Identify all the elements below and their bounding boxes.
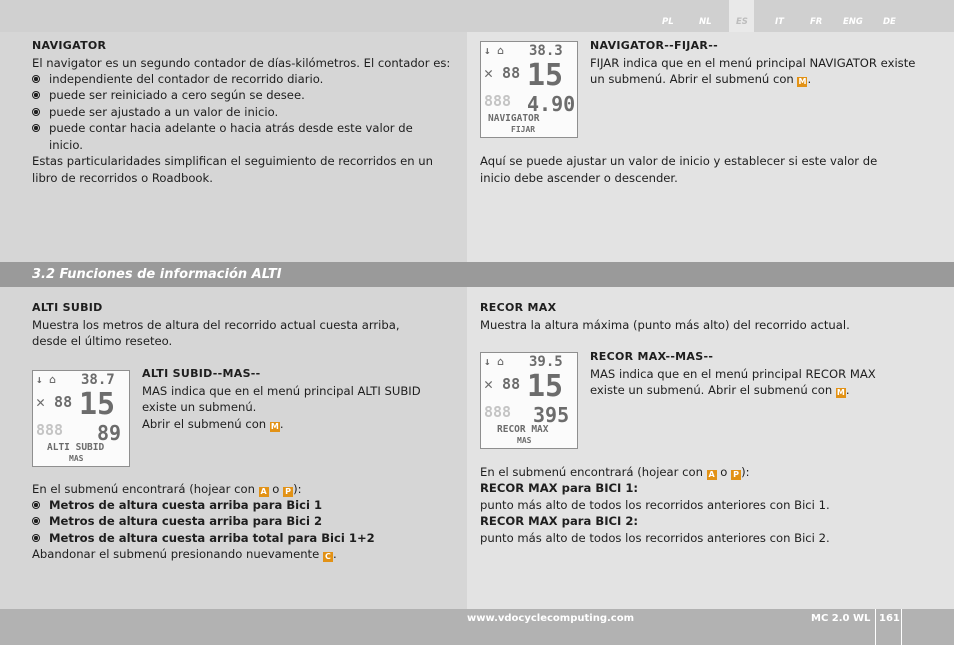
bullet-icon xyxy=(32,501,40,509)
recor-max-bike2-text: punto más alto de todos los recorridos anteriores con Bici 2. xyxy=(480,531,830,545)
recor-max-heading: RECOR MAX xyxy=(480,301,557,314)
recor-max-bike1-text: punto más alto de todos los recorridos anteriores con Bici 1. xyxy=(480,498,830,512)
bullet-icon xyxy=(32,91,40,99)
recor-max-bike2-label: RECOR MAX para BICI 2: xyxy=(480,514,639,528)
bullet-icon xyxy=(32,517,40,525)
device-display-navigator: ↓ ⌂ 38.3 ✕ 88 15 888 4.90 NAVIGATOR FIJAR xyxy=(480,41,578,138)
fijar-heading: NAVIGATOR--FIJAR-- xyxy=(590,39,718,52)
alti-subid-bullet-1: Metros de altura cuesta arriba para Bici 1 xyxy=(49,498,323,512)
footer-divider xyxy=(901,609,902,645)
m-key-icon: M xyxy=(270,422,279,431)
bullet-icon xyxy=(32,75,40,83)
fijar-line-2: un submenú. Abrir el submenú con M. xyxy=(590,72,812,86)
section-title: 3.2 Funciones de información ALTI xyxy=(32,267,282,282)
recor-max-desc: Muestra la altura máxima (punto más alto) del recorrido actual. xyxy=(480,318,850,332)
alti-subid-bullet-3: Metros de altura cuesta arriba total para Bici 1+2 xyxy=(49,531,375,545)
navigator-bullet-4-cont: inicio. xyxy=(49,138,83,152)
fijar-para-1: Aquí se puede ajustar un valor de inicio y establecer si este valor de xyxy=(480,154,878,168)
lang-tab-it[interactable]: IT xyxy=(775,17,784,27)
recor-max-mas-2: existe un submenú. Abrir el submenú con M. xyxy=(590,383,850,397)
alti-subid-heading: ALTI SUBID xyxy=(32,301,103,314)
navigator-bullet-2: puede ser reiniciado a cero según se desee. xyxy=(49,88,305,102)
recor-max-mas-1: MAS indica que en el menú principal RECOR MAX xyxy=(590,367,876,381)
alti-subid-exit: Abandonar el submenú presionando nuevamente C . xyxy=(32,547,337,561)
fijar-para-2: inicio debe ascender o descender. xyxy=(480,171,678,185)
alti-subid-desc-2: desde el último reseteo. xyxy=(32,334,173,348)
footer-model: MC 2.0 WL xyxy=(811,613,871,624)
alti-subid-mas-heading: ALTI SUBID--MAS-- xyxy=(142,367,261,380)
alti-subid-mas-3: Abrir el submenú con M. xyxy=(142,417,284,431)
p-key-icon: P xyxy=(283,487,293,497)
a-key-icon: A xyxy=(260,487,267,496)
alti-subid-desc-1: Muestra los metros de altura del recorrido actual cuesta arriba, xyxy=(32,318,400,332)
navigator-intro: El navigator es un segundo contador de días-kilómetros. El contador es: xyxy=(32,56,451,70)
navigator-outro-2: libro de recorridos o Roadbook. xyxy=(32,171,213,185)
navigator-bullet-3: puede ser ajustado a un valor de inicio. xyxy=(49,105,279,119)
lang-tab-de[interactable]: DE xyxy=(883,17,896,27)
c-key-icon: C xyxy=(323,552,333,562)
device-display-recor-max: ↓ ⌂ 39.5 ✕ 88 15 888 395 RECOR MAX MAS xyxy=(480,352,578,449)
lang-tab-eng[interactable]: ENG xyxy=(843,17,863,27)
alti-subid-bullet-2: Metros de altura cuesta arriba para Bici 2 xyxy=(49,514,323,528)
p-key-icon: P xyxy=(731,470,741,480)
device-display-alti-subid: ↓ ⌂ 38.7 ✕ 88 15 888 89 ALTI SUBID MAS xyxy=(32,370,130,467)
language-bar xyxy=(0,0,954,32)
m-key-icon: M xyxy=(798,77,807,86)
footer-url[interactable]: www.vdocyclecomputing.com xyxy=(467,613,635,624)
fijar-line-1: FIJAR indica que en el menú principal NAVIGATOR existe xyxy=(590,56,916,70)
lang-tab-pl[interactable]: PL xyxy=(662,17,674,27)
navigator-bullet-1: independiente del contador de recorrido diario. xyxy=(49,72,324,86)
recor-max-bike1-label: RECOR MAX para BICI 1: xyxy=(480,481,639,495)
alti-subid-scroll: En el submenú encontrará (hojear con A o P ): xyxy=(32,482,302,496)
active-language-tab-bg xyxy=(729,0,754,32)
navigator-heading: NAVIGATOR xyxy=(32,39,107,52)
recor-max-mas-heading: RECOR MAX--MAS-- xyxy=(590,350,714,363)
recor-max-scroll: En el submenú encontrará (hojear con A o P ): xyxy=(480,465,750,479)
alti-subid-mas-1: MAS indica que en el menú principal ALTI SUBID xyxy=(142,384,421,398)
m-key-icon: M xyxy=(836,388,845,397)
bullet-icon xyxy=(32,534,40,542)
bullet-icon xyxy=(32,108,40,116)
bullet-icon xyxy=(32,124,40,132)
alti-subid-mas-2: existe un submenú. xyxy=(142,400,257,414)
footer-divider xyxy=(875,609,876,645)
page-number: 161 xyxy=(879,613,900,624)
lang-tab-nl[interactable]: NL xyxy=(699,17,712,27)
lang-tab-es[interactable]: ES xyxy=(736,17,748,27)
navigator-outro-1: Estas particularidades simplifican el seguimiento de recorridos en un xyxy=(32,154,433,168)
lang-tab-fr[interactable]: FR xyxy=(810,17,823,27)
navigator-bullet-4: puede contar hacia adelante o hacia atrás desde este valor de xyxy=(49,121,413,135)
a-key-icon: A xyxy=(708,470,715,479)
